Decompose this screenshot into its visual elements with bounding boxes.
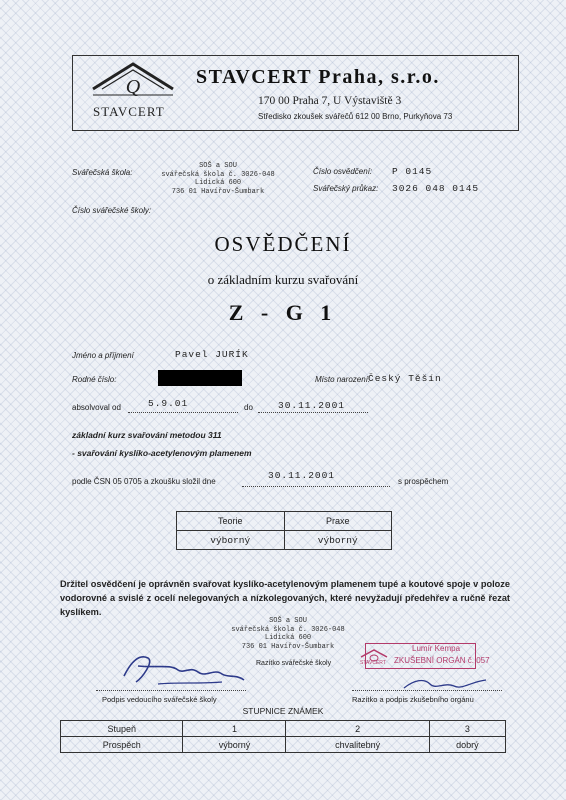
birthplace: Český Těšín	[368, 373, 442, 384]
grade-scale-title: STUPNICE ZNÁMEK	[242, 706, 324, 716]
course-from-label: absolvoval od	[72, 403, 121, 412]
course-from-date: 5.9.01	[148, 398, 189, 409]
course-code: Z - G 1	[228, 300, 338, 325]
logo-letter: Q	[125, 76, 141, 98]
school-stamp-line: SOŠ a SOU	[199, 162, 237, 170]
results-table	[176, 511, 392, 550]
certificate-subtitle: o základním kurzu svařování	[207, 272, 359, 287]
grade-scale-table	[60, 720, 506, 753]
head-signature-line	[96, 690, 246, 691]
scale-cell: Prospěch	[61, 737, 183, 753]
welder-card-label: Svářečský průkaz:	[313, 184, 379, 193]
school-label: Svářečská škola:	[72, 168, 133, 177]
course-to-date: 30.11.2001	[278, 400, 346, 411]
examiner-stamp-name: Lumír Kempa	[412, 644, 461, 653]
examiner-signature	[400, 670, 490, 696]
welder-card-number: 3026 048 0145	[392, 183, 480, 194]
scale-cell: dobrý	[429, 737, 505, 753]
examiner-stamp-org: ZKUŠEBNÍ ORGÁN č. 057	[394, 656, 490, 665]
scale-cell: chvalitebný	[286, 737, 429, 753]
practice-header: Praxe	[284, 512, 392, 531]
redacted-birth-number	[158, 370, 242, 386]
name-label: Jméno a příjmení	[72, 351, 134, 360]
school-stamp-line: Lidická 600	[194, 179, 242, 187]
exam-dotted-line	[242, 486, 390, 487]
stamp-line: Lidická 600	[264, 634, 312, 642]
stamp-line: 736 01 Havířov-Šumbark	[241, 642, 335, 651]
exam-text: podle ČSN 05 0705 a zkoušku složil dne	[72, 477, 216, 486]
stamp-line: SOŠ a SOU	[269, 617, 307, 625]
certificate-title: OSVĚDČENÍ	[214, 232, 352, 256]
holder-name: Pavel JURÍK	[175, 349, 249, 360]
stamp-line: svářečská škola č. 3026-048	[231, 625, 345, 634]
school-bottom-stamp	[228, 617, 348, 651]
logo-text: STAVCERT	[93, 104, 165, 119]
head-signature	[118, 648, 248, 690]
scale-cell: výborný	[183, 737, 286, 753]
school-stamp-label: Razítko svářečské školy	[256, 660, 332, 667]
course-to-label: do	[244, 403, 253, 412]
from-dotted-line	[128, 412, 238, 413]
theory-header: Teorie	[177, 512, 285, 531]
branch-address: Středisko zkoušek svářečů 612 00 Brno, Purkyňova 73	[258, 112, 453, 121]
scale-cell: 2	[286, 721, 429, 737]
school-stamp	[158, 162, 278, 196]
theory-result: výborný	[177, 531, 285, 550]
certificate-number-label: Číslo osvědčení:	[313, 167, 373, 176]
course-subtype: - svařování kyslíko-acetylenovým plamenem	[72, 448, 252, 458]
birth-number-label: Rodné číslo:	[72, 375, 117, 384]
birthplace-label: Místo narození:	[315, 375, 371, 384]
scale-cell: Stupeň	[61, 721, 183, 737]
school-stamp-line: svářečská škola č. 3026-048	[161, 170, 275, 179]
school-number-label: Číslo svářečské školy:	[72, 206, 152, 215]
exam-date: 30.11.2001	[268, 470, 336, 481]
course-method: základní kurz svařování metodou 311	[72, 430, 222, 440]
exam-suffix: s prospěchem	[398, 477, 449, 486]
company-address: 170 00 Praha 7, U Výstaviště 3	[258, 95, 402, 107]
school-stamp-line: 736 01 Havířov-Šumbark	[171, 187, 265, 196]
to-dotted-line	[258, 412, 368, 413]
company-name: STAVCERT Praha, s.r.o.	[196, 66, 440, 88]
authorization-note: Držitel osvědčení je oprávněn svařovat kyslíko-acetylenovým plamenem tupé a koutové spoje v poloze vodorovné a svislé z ocelí nelegovaných a nízkolegovaných, které nevyžadují předehřev a ručně řezat kyslíkem.	[60, 579, 510, 617]
practice-result: výborný	[284, 531, 392, 550]
examiner-signature-line	[352, 690, 502, 691]
scale-cell: 1	[183, 721, 286, 737]
scale-cell: 3	[429, 721, 505, 737]
certificate-number: P 0145	[392, 166, 433, 177]
examiner-stamp-logo-text: STAVCERT	[360, 660, 386, 666]
head-signature-label: Podpis vedoucího svářečské školy	[102, 695, 217, 704]
examiner-signature-label: Razítko a podpis zkušebního orgánu	[352, 695, 474, 704]
